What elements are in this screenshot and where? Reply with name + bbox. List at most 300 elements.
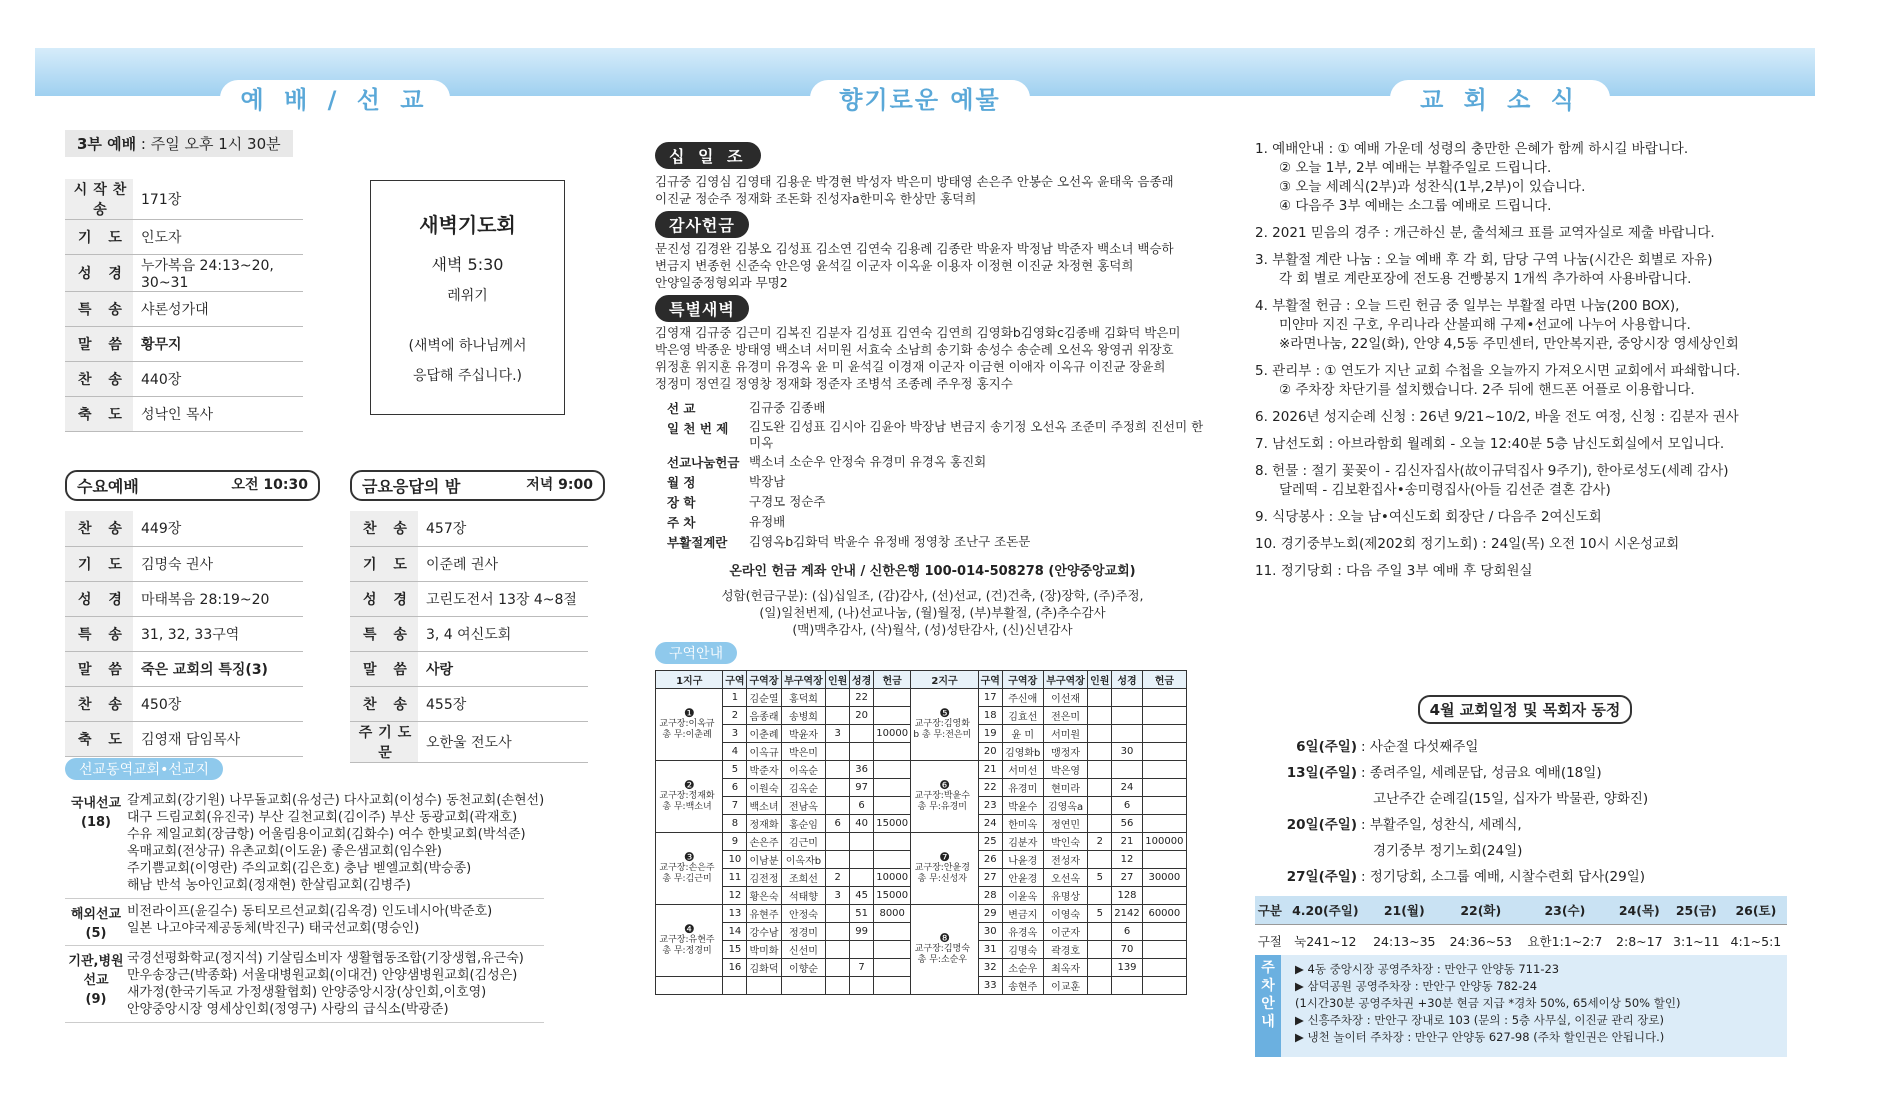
schedule-text: : 사순절 다섯째주일 bbox=[1361, 739, 1479, 755]
district-cell: 6 bbox=[850, 797, 874, 815]
third-service-heading bbox=[65, 130, 293, 157]
offering-names: 김규중 김종배 bbox=[749, 400, 826, 415]
service-row bbox=[350, 511, 588, 546]
district-cell: 김옥순 bbox=[781, 779, 826, 797]
district-cell: 이교훈 bbox=[1043, 977, 1088, 995]
service-label: 특 송 bbox=[65, 616, 133, 651]
name-line: 변금지 변종헌 신준숙 안은영 윤석길 이군자 이옥윤 이용자 이정현 이진균 차정현 홍덕희 bbox=[655, 258, 1134, 273]
wednesday-title: 수요예배 bbox=[77, 477, 139, 496]
district-cell: 한미옥 bbox=[1002, 815, 1043, 833]
schedule-text: : 종려주일, 세례문답, 성금요 예배(18일) bbox=[1361, 765, 1602, 781]
district-cell: 24 bbox=[978, 815, 1002, 833]
district-cell: 6 bbox=[1112, 923, 1142, 941]
district-cell bbox=[1142, 725, 1186, 743]
district-cell bbox=[1112, 689, 1142, 707]
district-cell: 7 bbox=[723, 797, 747, 815]
district-header-cell: 성경 bbox=[850, 671, 874, 689]
district-cell: 박인숙 bbox=[1043, 833, 1088, 851]
mission-category-name: 해외선교 bbox=[70, 907, 122, 922]
offering-categories bbox=[667, 398, 1210, 552]
news-line: 5. 관리부 : ① 연도가 지난 교회 수첩을 오늘까지 가져오시면 교회에서 파쇄합니다. bbox=[1255, 363, 1741, 379]
district-group bbox=[911, 761, 978, 833]
dawn-title: 새벽기도회 bbox=[419, 213, 516, 237]
third-service-time: : 주일 오후 1시 30분 bbox=[140, 135, 281, 153]
district-cell bbox=[874, 779, 911, 797]
mission-line: 대구 드림교회(유진국) 부산 길천교회(김이주) 부산 동광교회(곽재호) bbox=[127, 810, 518, 825]
district-cell: 조희선 bbox=[781, 869, 826, 887]
district-cell bbox=[1142, 887, 1186, 905]
mission-line: 안양중앙시장 영세상인회(정영구) 사랑의 급식소(박광준) bbox=[127, 1002, 449, 1017]
news-column bbox=[1255, 140, 1795, 589]
district-row bbox=[656, 761, 1187, 779]
district-cell: 30000 bbox=[1142, 869, 1186, 887]
district-cell: 70 bbox=[1112, 941, 1142, 959]
district-cell: 23 bbox=[978, 797, 1002, 815]
district-cell bbox=[874, 689, 911, 707]
district-cell: 이향순 bbox=[781, 959, 826, 977]
service-value: 이준례 권사 bbox=[418, 546, 588, 581]
district-group bbox=[656, 689, 723, 761]
district-cell: 곽경호 bbox=[1043, 941, 1088, 959]
service-label: 성 경 bbox=[65, 255, 133, 292]
district-cell: 139 bbox=[1112, 959, 1142, 977]
name-line: 이진균 정순주 정재화 조돈화 진성자a한미옥 한상만 홍덕희 bbox=[655, 191, 977, 206]
district-cell: 정재화 bbox=[747, 815, 781, 833]
dawn-leader: 레위기 bbox=[447, 288, 488, 304]
district-cell: 18 bbox=[978, 707, 1002, 725]
district-cell: 김근미 bbox=[781, 833, 826, 851]
service-label: 말 씀 bbox=[350, 651, 418, 686]
district-cell: 안윤경 bbox=[1002, 869, 1043, 887]
district-header-cell: 헌금 bbox=[874, 671, 911, 689]
district-header-cell: 인원 bbox=[1088, 671, 1112, 689]
service-row bbox=[65, 721, 303, 756]
mission-list bbox=[65, 788, 544, 1023]
offering-names: 김영옥b김화덕 박윤수 유정배 정영창 조난구 조돈문 bbox=[749, 534, 1031, 549]
district-cell bbox=[874, 941, 911, 959]
district-cell bbox=[826, 977, 850, 995]
service-label: 축 도 bbox=[65, 721, 133, 756]
district-info: 교구장:박윤수 총 무:유경미 bbox=[914, 791, 970, 812]
parking-info bbox=[1255, 955, 1787, 1057]
district-cell: 손은주 bbox=[747, 833, 781, 851]
district-cell: 김전정 bbox=[747, 869, 781, 887]
district-group bbox=[656, 833, 723, 905]
district-cell: 변금지 bbox=[1002, 905, 1043, 923]
district-cell: 10000 bbox=[874, 869, 911, 887]
district-cell: 이영숙 bbox=[1043, 905, 1088, 923]
name-line: 성함(헌금구분): (십)십일조, (감)감사, (선)선교, (건)건축, (장)장학, (주)주정, bbox=[721, 588, 1144, 603]
offering-type: 장 학 bbox=[667, 495, 696, 510]
news-item bbox=[1255, 297, 1795, 354]
service-label: 축 도 bbox=[65, 397, 133, 432]
offering-type: 일 천 번 제 bbox=[667, 421, 729, 436]
district-cell bbox=[874, 959, 911, 977]
district-cell: 6 bbox=[1112, 797, 1142, 815]
district-cell: 김명숙 bbox=[1002, 941, 1043, 959]
week-row bbox=[1255, 924, 1787, 958]
offering-names: 구경모 정순주 bbox=[749, 494, 826, 509]
name-line: (맥)맥추감사, (삭)월삭, (성)성탄감사, (신)신년감사 bbox=[792, 622, 1073, 637]
mission-line: 비전라이프(윤길수) 동티모르선교회(김옥경) 인도네시아(박준호) bbox=[127, 904, 493, 919]
district-cell: 2 bbox=[1088, 833, 1112, 851]
mission-group bbox=[65, 946, 544, 1023]
dawn-time: 새벽 5:30 bbox=[431, 255, 504, 274]
district-cell bbox=[1112, 761, 1142, 779]
district-cell: 8000 bbox=[874, 905, 911, 923]
service-label: 기 도 bbox=[350, 546, 418, 581]
district-cell bbox=[1142, 923, 1186, 941]
mission-category-name: 기관,병원 선교 bbox=[68, 954, 124, 988]
news-item bbox=[1255, 535, 1795, 554]
district-cell: 5 bbox=[723, 761, 747, 779]
district-cell bbox=[826, 779, 850, 797]
district-cell bbox=[1142, 689, 1186, 707]
news-line: 미얀마 지진 구호, 우리나라 산불피해 구제•선교에 나누어 사용합니다. bbox=[1279, 317, 1691, 333]
district-cell: 12 bbox=[723, 887, 747, 905]
district-cell: 30 bbox=[978, 923, 1002, 941]
service-label: 성 경 bbox=[65, 581, 133, 616]
district-cell: 음종래 bbox=[747, 707, 781, 725]
name-line: 위정훈 위지훈 유경미 유경옥 윤 미 윤석길 이경재 이군자 이금현 이애자 이옥규 이진균 장윤희 bbox=[655, 359, 1166, 374]
service-row bbox=[350, 686, 588, 721]
district-cell: 박미화 bbox=[747, 941, 781, 959]
service-value: 인도자 bbox=[133, 220, 303, 255]
district-cell bbox=[874, 743, 911, 761]
offering-row bbox=[667, 418, 1210, 452]
service-value: 김명숙 권사 bbox=[133, 546, 303, 581]
news-item bbox=[1255, 224, 1795, 243]
service-value: 마태복음 28:19~20 bbox=[133, 581, 303, 616]
name-line: 김영재 김규중 김근미 김복진 김분자 김성표 김연숙 김연희 김영화b김영화c김종배 김화덕 박은미 bbox=[655, 325, 1181, 340]
schedule-date: 6일(주일) bbox=[1296, 739, 1357, 755]
district-cell: 김화덕 bbox=[747, 959, 781, 977]
district-cell: 7 bbox=[850, 959, 874, 977]
district-cell: 10000 bbox=[874, 725, 911, 743]
district-cell: 40 bbox=[850, 815, 874, 833]
district-group bbox=[656, 761, 723, 833]
district-cell bbox=[1088, 941, 1112, 959]
district-cell: 31 bbox=[978, 941, 1002, 959]
district-cell: 100000 bbox=[1142, 833, 1186, 851]
district-cell bbox=[874, 707, 911, 725]
news-line: ③ 오늘 세례식(2부)과 성찬식(1부,2부)이 있습니다. bbox=[1279, 179, 1586, 195]
district-cell: 19 bbox=[978, 725, 1002, 743]
district-cell bbox=[781, 977, 826, 995]
district-group bbox=[656, 905, 723, 977]
district-cell bbox=[826, 743, 850, 761]
district-cell: 강수남 bbox=[747, 923, 781, 941]
schedule-date: 27일(주일) bbox=[1286, 869, 1357, 885]
news-line: 각 회 별로 계란포장에 전도용 건빵봉지 1개씩 추가하여 사용바랍니다. bbox=[1279, 271, 1692, 287]
district-cell: 황은숙 bbox=[747, 887, 781, 905]
bible-reading-table bbox=[1255, 896, 1787, 959]
dawn-prayer-box bbox=[370, 180, 565, 415]
district-cell: 22 bbox=[850, 689, 874, 707]
district-cell bbox=[1142, 941, 1186, 959]
district-cell: 송병희 bbox=[781, 707, 826, 725]
mission-category bbox=[65, 903, 127, 941]
district-cell: 8 bbox=[723, 815, 747, 833]
district-cell: 11 bbox=[723, 869, 747, 887]
worship-header: 예 배 / 선 교 bbox=[220, 80, 450, 118]
offering-type: 선 교 bbox=[667, 401, 696, 416]
district-cell bbox=[1142, 959, 1186, 977]
district-cell: 30 bbox=[1112, 743, 1142, 761]
district-info: 교구장:유현주 총 무:정경미 bbox=[659, 935, 715, 956]
offering-row bbox=[667, 532, 1210, 552]
district-cell bbox=[850, 941, 874, 959]
offering-type: 주 차 bbox=[667, 515, 696, 530]
district-cell bbox=[1142, 815, 1186, 833]
mission-churches bbox=[127, 903, 492, 941]
district-cell: 서미선 bbox=[1002, 761, 1043, 779]
name-line: ▶ 신흥주차장 : 만안구 장내로 103 (문의 : 5층 사무실, 이진균 관리 장로) bbox=[1295, 1013, 1664, 1027]
mission-count: (5) bbox=[85, 926, 107, 941]
service-label: 기 도 bbox=[65, 546, 133, 581]
schedule-text: 고난주간 순례길(15일, 십자가 박물관, 양화진) bbox=[1373, 791, 1649, 807]
district-cell: 2 bbox=[723, 707, 747, 725]
district-cell bbox=[850, 851, 874, 869]
service-label: 시작찬송 bbox=[65, 179, 133, 220]
district-cell: 주신애 bbox=[1002, 689, 1043, 707]
schedule-list bbox=[1265, 732, 1648, 888]
week-header-cell: 21(월) bbox=[1366, 896, 1443, 924]
service-value: 김영재 담임목사 bbox=[133, 721, 303, 756]
district-cell: 석태향 bbox=[781, 887, 826, 905]
district-cell bbox=[1112, 725, 1142, 743]
district-number: ❷ bbox=[683, 778, 695, 792]
news-item bbox=[1255, 562, 1795, 581]
service-row bbox=[65, 616, 303, 651]
district-cell bbox=[874, 797, 911, 815]
offering-type: 월 정 bbox=[667, 475, 696, 490]
offering-row bbox=[667, 492, 1210, 512]
service-label: 찬 송 bbox=[65, 362, 133, 397]
district-cell: 3 bbox=[826, 725, 850, 743]
service-value: 사랑 bbox=[418, 651, 588, 686]
service-label: 찬 송 bbox=[350, 686, 418, 721]
district-cell bbox=[723, 977, 747, 995]
district-cell bbox=[1088, 887, 1112, 905]
district-cell: 전남옥 bbox=[781, 797, 826, 815]
district-cell: 전은미 bbox=[1043, 707, 1088, 725]
service-row bbox=[65, 581, 303, 616]
district-header-cell: 구역장 bbox=[747, 671, 781, 689]
district-cell bbox=[1088, 779, 1112, 797]
district-cell: 21 bbox=[978, 761, 1002, 779]
district-header-cell: 부구역장 bbox=[1043, 671, 1088, 689]
news-item bbox=[1255, 140, 1795, 216]
service-row bbox=[65, 651, 303, 686]
news-line: 4. 부활절 헌금 : 오늘 드린 헌금 중 일부는 부활절 라면 나눔(200 BOX), bbox=[1255, 298, 1680, 314]
district-cell bbox=[826, 959, 850, 977]
district-group bbox=[911, 905, 978, 995]
district-table bbox=[655, 670, 1187, 995]
district-cell: 22 bbox=[978, 779, 1002, 797]
mission-category-name: 국내선교 bbox=[70, 796, 122, 811]
wednesday-block bbox=[65, 470, 320, 757]
service-row bbox=[65, 511, 303, 546]
district-cell bbox=[874, 833, 911, 851]
district-header-cell: 구역장 bbox=[1002, 671, 1043, 689]
district-info: 교구장:김명숙 총 무:소순우 bbox=[914, 944, 970, 965]
schedule-row bbox=[1265, 810, 1648, 836]
service-label: 주기도문 bbox=[350, 721, 418, 762]
mission-line: 국경선평화학교(정지석) 기살림소비자 생활협동조합(기장생협,유근숙) bbox=[127, 951, 524, 966]
district-cell bbox=[747, 977, 781, 995]
name-line: (일)일천번제, (나)선교나눔, (월)월정, (부)부활절, (추)추수감사 bbox=[759, 605, 1106, 620]
parking-side-label: 주차안내 bbox=[1255, 955, 1281, 1057]
district-cell bbox=[1088, 959, 1112, 977]
district-cell: 15000 bbox=[874, 887, 911, 905]
offering-header: 향기로운 예물 bbox=[810, 80, 1030, 118]
service-value: 누가복음 24:13~20, 30~31 bbox=[133, 255, 303, 292]
district-cell: 서미원 bbox=[1043, 725, 1088, 743]
friday-title-box bbox=[350, 470, 605, 501]
schedule-date: 13일(주일) bbox=[1286, 765, 1357, 781]
district-cell: 오선옥 bbox=[1043, 869, 1088, 887]
district-cell bbox=[1088, 689, 1112, 707]
mission-category bbox=[65, 792, 127, 894]
district-cell: 12 bbox=[1112, 851, 1142, 869]
district-cell: 99 bbox=[850, 923, 874, 941]
mission-line: 주기쁨교회(이영란) 주의교회(김은호) 충남 벧엘교회(박승종) bbox=[127, 861, 472, 876]
service-label: 특 송 bbox=[65, 292, 133, 327]
district-cell: 26 bbox=[978, 851, 1002, 869]
mission-category bbox=[65, 950, 127, 1018]
district-header-cell: 인원 bbox=[826, 671, 850, 689]
district-header-cell: 1지구 bbox=[656, 671, 723, 689]
district-cell: 유현주 bbox=[747, 905, 781, 923]
schedule-title: 4월 교회일정 및 목회자 동정 bbox=[1418, 695, 1633, 724]
district-cell: 2142 bbox=[1112, 905, 1142, 923]
name-line: (1시간30분 공영주차권 +30분 현금 지급 *경차 50%, 65세이상 50% 할인) bbox=[1295, 996, 1681, 1010]
offering-names: 김도완 김성표 김시아 김윤아 박장남 변금지 송기정 오선옥 조준미 주정희 진선미 한미옥 bbox=[749, 419, 1204, 450]
news-line: ② 오늘 1부, 2부 예배는 부활주일로 드립니다. bbox=[1279, 160, 1552, 176]
mission-line: 옥매교회(전상규) 유촌교회(이도윤) 좋은샘교회(임수완) bbox=[127, 844, 442, 859]
mission-count: (9) bbox=[85, 992, 107, 1007]
district-cell: 박윤수 bbox=[1002, 797, 1043, 815]
district-cell bbox=[874, 851, 911, 869]
district-row bbox=[656, 689, 1187, 707]
schedule-text: 경기중부 정기노회(24일) bbox=[1373, 843, 1523, 859]
district-row bbox=[656, 905, 1187, 923]
district-cell: 15 bbox=[723, 941, 747, 959]
district-cell: 윤 미 bbox=[1002, 725, 1043, 743]
service-value: 449장 bbox=[133, 511, 303, 546]
district-cell: 맹정자 bbox=[1043, 743, 1088, 761]
district-cell: 60000 bbox=[1142, 905, 1186, 923]
service-value: 샤론성가대 bbox=[133, 292, 303, 327]
district-cell: 박윤자 bbox=[781, 725, 826, 743]
name-line: 정정미 정연길 정영창 정재화 정준자 조병석 조종례 주우정 홍지수 bbox=[655, 376, 1013, 391]
district-cell bbox=[1088, 815, 1112, 833]
dawn-note-2: 응답해 주십니다.) bbox=[412, 368, 523, 384]
district-cell: 현미라 bbox=[1043, 779, 1088, 797]
district-cell: 14 bbox=[723, 923, 747, 941]
thanks-title: 감사헌금 bbox=[655, 211, 749, 238]
mission-line: 새가정(한국기독교 가정생활협회) 안양중앙시장(상인회,이호영) bbox=[127, 985, 487, 1000]
news-line: 달레떡 - 김보환집사•송미령집사(아들 김선준 결혼 감사) bbox=[1279, 482, 1611, 498]
schedule-text: : 정기당회, 소그룹 예배, 시찰수련회 답사(29일) bbox=[1361, 869, 1645, 885]
district-cell bbox=[656, 977, 723, 995]
district-label: 구역안내 bbox=[655, 642, 737, 664]
district-cell bbox=[850, 743, 874, 761]
district-cell bbox=[1088, 725, 1112, 743]
offering-row bbox=[667, 398, 1210, 418]
service-label: 찬 송 bbox=[65, 686, 133, 721]
offering-names: 유정배 bbox=[749, 514, 786, 529]
district-cell: 20 bbox=[850, 707, 874, 725]
district-cell: 신선미 bbox=[781, 941, 826, 959]
service-label: 찬 송 bbox=[65, 511, 133, 546]
district-cell: 소순우 bbox=[1002, 959, 1043, 977]
week-cell: 2:8~17 bbox=[1611, 924, 1668, 958]
news-line: 2. 2021 믿음의 경주 : 개근하신 분, 출석체크 표를 교역자실로 제출 바랍니다. bbox=[1255, 225, 1715, 241]
district-cell: 정경미 bbox=[781, 923, 826, 941]
service-row bbox=[65, 327, 303, 362]
service-value: 31, 32, 33구역 bbox=[133, 616, 303, 651]
service-row bbox=[65, 255, 303, 292]
service-value: 457장 bbox=[418, 511, 588, 546]
mission-count: (18) bbox=[81, 815, 111, 830]
district-cell: 정연민 bbox=[1043, 815, 1088, 833]
worship-column bbox=[65, 130, 625, 1017]
service-value: 죽은 교회의 특징(3) bbox=[133, 651, 303, 686]
week-cell: 24:13~35 bbox=[1366, 924, 1443, 958]
news-line: 10. 경기중부노회(제202회 정기노회) : 24일(목) 오전 10시 시온성교회 bbox=[1255, 536, 1680, 552]
third-service-table bbox=[65, 179, 303, 432]
week-header-cell: 26(토) bbox=[1725, 896, 1787, 924]
service-row bbox=[350, 616, 588, 651]
district-cell bbox=[826, 833, 850, 851]
district-cell: 5 bbox=[1088, 905, 1112, 923]
service-label: 기 도 bbox=[65, 220, 133, 255]
district-cell bbox=[850, 977, 874, 995]
district-cell: 17 bbox=[978, 689, 1002, 707]
district-number: ❶ bbox=[683, 706, 695, 720]
news-item bbox=[1255, 435, 1795, 454]
district-cell bbox=[1088, 923, 1112, 941]
district-cell bbox=[1142, 707, 1186, 725]
district-cell bbox=[826, 941, 850, 959]
service-value: 455장 bbox=[418, 686, 588, 721]
district-cell bbox=[1142, 779, 1186, 797]
schedule-row bbox=[1265, 836, 1648, 862]
service-value: 171장 bbox=[133, 179, 303, 220]
district-cell: 최옥자 bbox=[1043, 959, 1088, 977]
news-line: ④ 다음주 3부 예배는 소그룹 예배로 드립니다. bbox=[1279, 198, 1552, 214]
week-header-cell: 22(화) bbox=[1443, 896, 1520, 924]
week-header-cell: 24(목) bbox=[1611, 896, 1668, 924]
district-cell: 25 bbox=[978, 833, 1002, 851]
district-cell: 45 bbox=[850, 887, 874, 905]
week-cell: 요한1:1~2:7 bbox=[1519, 924, 1611, 958]
district-cell: 10 bbox=[723, 851, 747, 869]
tithe-title: 십 일 조 bbox=[655, 142, 761, 169]
service-row bbox=[350, 546, 588, 581]
week-header-cell: 구분 bbox=[1255, 896, 1285, 924]
district-cell bbox=[826, 905, 850, 923]
district-number: ❻ bbox=[939, 778, 950, 792]
district-header-cell: 부구역장 bbox=[781, 671, 826, 689]
service-row bbox=[65, 546, 303, 581]
district-cell bbox=[874, 977, 911, 995]
district-cell: 유명상 bbox=[1043, 887, 1088, 905]
district-cell: 이남분 bbox=[747, 851, 781, 869]
news-line: 11. 정기당회 : 다음 주일 3부 예배 후 당회원실 bbox=[1255, 563, 1533, 579]
